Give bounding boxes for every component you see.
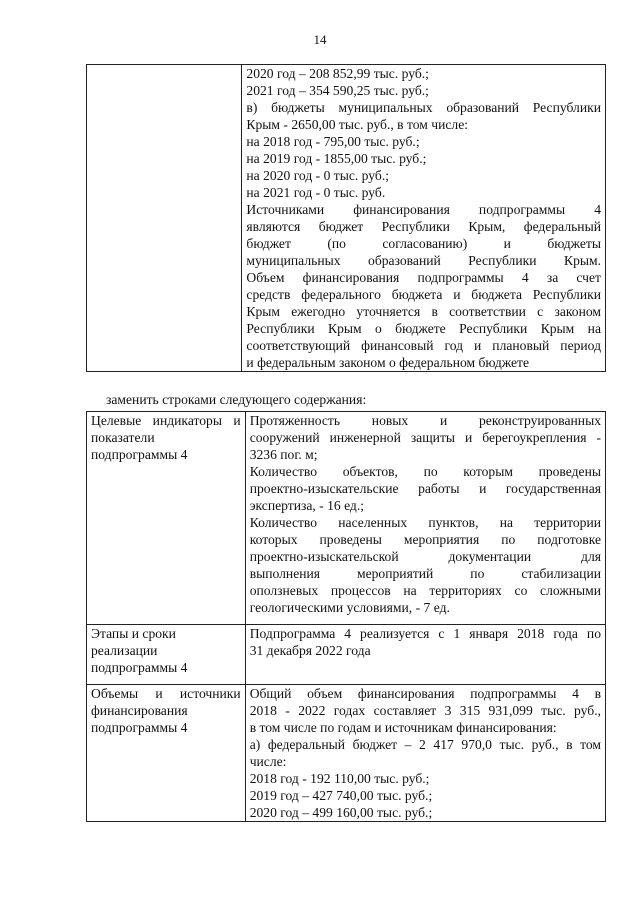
text-line: и федеральным законом о федеральном бюджете — [246, 355, 530, 370]
text-line: 2020 год – 208 852,99 тыс. руб.; — [246, 66, 429, 81]
left-cell — [87, 65, 242, 372]
text-line: 3236 пог. м; — [249, 447, 318, 462]
text-line: 2018 год - 192 110,00 тыс. руб.; — [249, 771, 430, 786]
text-line: выполнения мероприятий по стабилизации — [249, 566, 601, 581]
page-number: 14 — [313, 32, 327, 47]
text-line: являются бюджет Республики Крым, федеральный — [246, 219, 601, 234]
text-line: 31 декабря 2022 года — [249, 643, 371, 658]
continued-table — [86, 64, 606, 372]
text-line: бюджет (по согласованию) и бюджеты — [246, 236, 601, 251]
row-label-line: реализации — [91, 643, 158, 658]
text-line: Объем финансирования подпрограммы 4 за счет — [246, 270, 601, 285]
row-label-line: подпрограммы 4 — [91, 660, 188, 675]
text-line: Протяженность новых и реконструированных — [249, 413, 601, 428]
text-line: проектно-изыскательской документации для — [249, 549, 601, 564]
text-line: 2021 год – 354 590,25 тыс. руб.; — [246, 83, 429, 98]
text-line: числе: — [249, 754, 287, 769]
text-line: Общий объем финансирования подпрограммы 4 в — [249, 686, 601, 701]
text-line: средств федерального бюджета и бюджета Республики — [246, 287, 601, 302]
text-line: которых проведены мероприятия по подготовке — [249, 532, 601, 547]
row-label-line: Целевые индикаторы и — [91, 413, 241, 428]
text-line: на 2018 год - 795,00 тыс. руб.; — [246, 134, 420, 149]
text-line: Количество населенных пунктов, на территории — [249, 515, 601, 530]
text-line: Крым ежегодно уточняется в соответствии с законом — [246, 304, 601, 319]
left-cell — [87, 685, 246, 822]
table-row — [87, 65, 606, 372]
right-cell — [245, 685, 605, 822]
text-line: геологическими условиями, - 7 ед. — [249, 600, 450, 615]
row-label-line: Объемы и источники — [91, 686, 241, 701]
table-row — [87, 625, 606, 685]
connector-text: заменить строками следующего содержания: — [106, 392, 367, 407]
text-line: проектно-изыскательские работы и государственная — [249, 481, 601, 496]
text-line: Источниками финансирования подпрограммы 4 — [246, 202, 601, 217]
table-row — [87, 685, 606, 822]
row-label-line: подпрограммы 4 — [91, 447, 188, 462]
text-line: 2018 - 2022 годах составляет 3 315 931,099 тыс. руб., — [249, 703, 601, 718]
row-label-line: показатели — [91, 430, 155, 445]
text-line: на 2019 год - 1855,00 тыс. руб.; — [246, 151, 427, 166]
left-cell — [87, 625, 246, 685]
text-line: в) бюджеты муниципальных образований Республики — [246, 100, 601, 115]
table-row — [87, 412, 606, 625]
left-cell — [87, 412, 246, 625]
row-label-line: финансирования — [91, 703, 188, 718]
text-line: Республики Крым о бюджете Республики Крым на — [246, 321, 601, 336]
right-cell — [242, 65, 606, 372]
replacement-table — [86, 411, 606, 822]
text-line: сооружений инженерной защиты и берегоукрепления - — [249, 430, 601, 445]
right-cell — [245, 412, 605, 625]
text-line: экспертиза, - 16 ед.; — [249, 498, 365, 513]
text-line: оползневых процессов на территориях со сложными — [249, 583, 601, 598]
text-line: на 2021 год - 0 тыс. руб. — [246, 185, 386, 200]
text-line: 2019 год – 427 740,00 тыс. руб.; — [249, 788, 433, 803]
text-line: 2020 год – 499 160,00 тыс. руб.; — [249, 805, 433, 820]
text-line: а) федеральный бюджет – 2 417 970,0 тыс. руб., в том — [249, 737, 601, 752]
text-line: Крым - 2650,00 тыс. руб., в том числе: — [246, 117, 469, 132]
right-cell — [245, 625, 605, 685]
row-label-line: подпрограммы 4 — [91, 720, 188, 735]
text-line: на 2020 год - 0 тыс. руб.; — [246, 168, 390, 183]
text-line: в том числе по годам и источникам финансирования: — [249, 720, 557, 735]
text-line: муниципальных образований Республики Крым. — [246, 253, 601, 268]
text-line: Подпрограмма 4 реализуется с 1 января 2018 года по — [249, 626, 601, 641]
row-label-line: Этапы и сроки — [91, 626, 176, 641]
text-line: соответствующий финансовый год и плановый период — [246, 338, 601, 353]
text-line: Количество объектов, по которым проведены — [249, 464, 601, 479]
